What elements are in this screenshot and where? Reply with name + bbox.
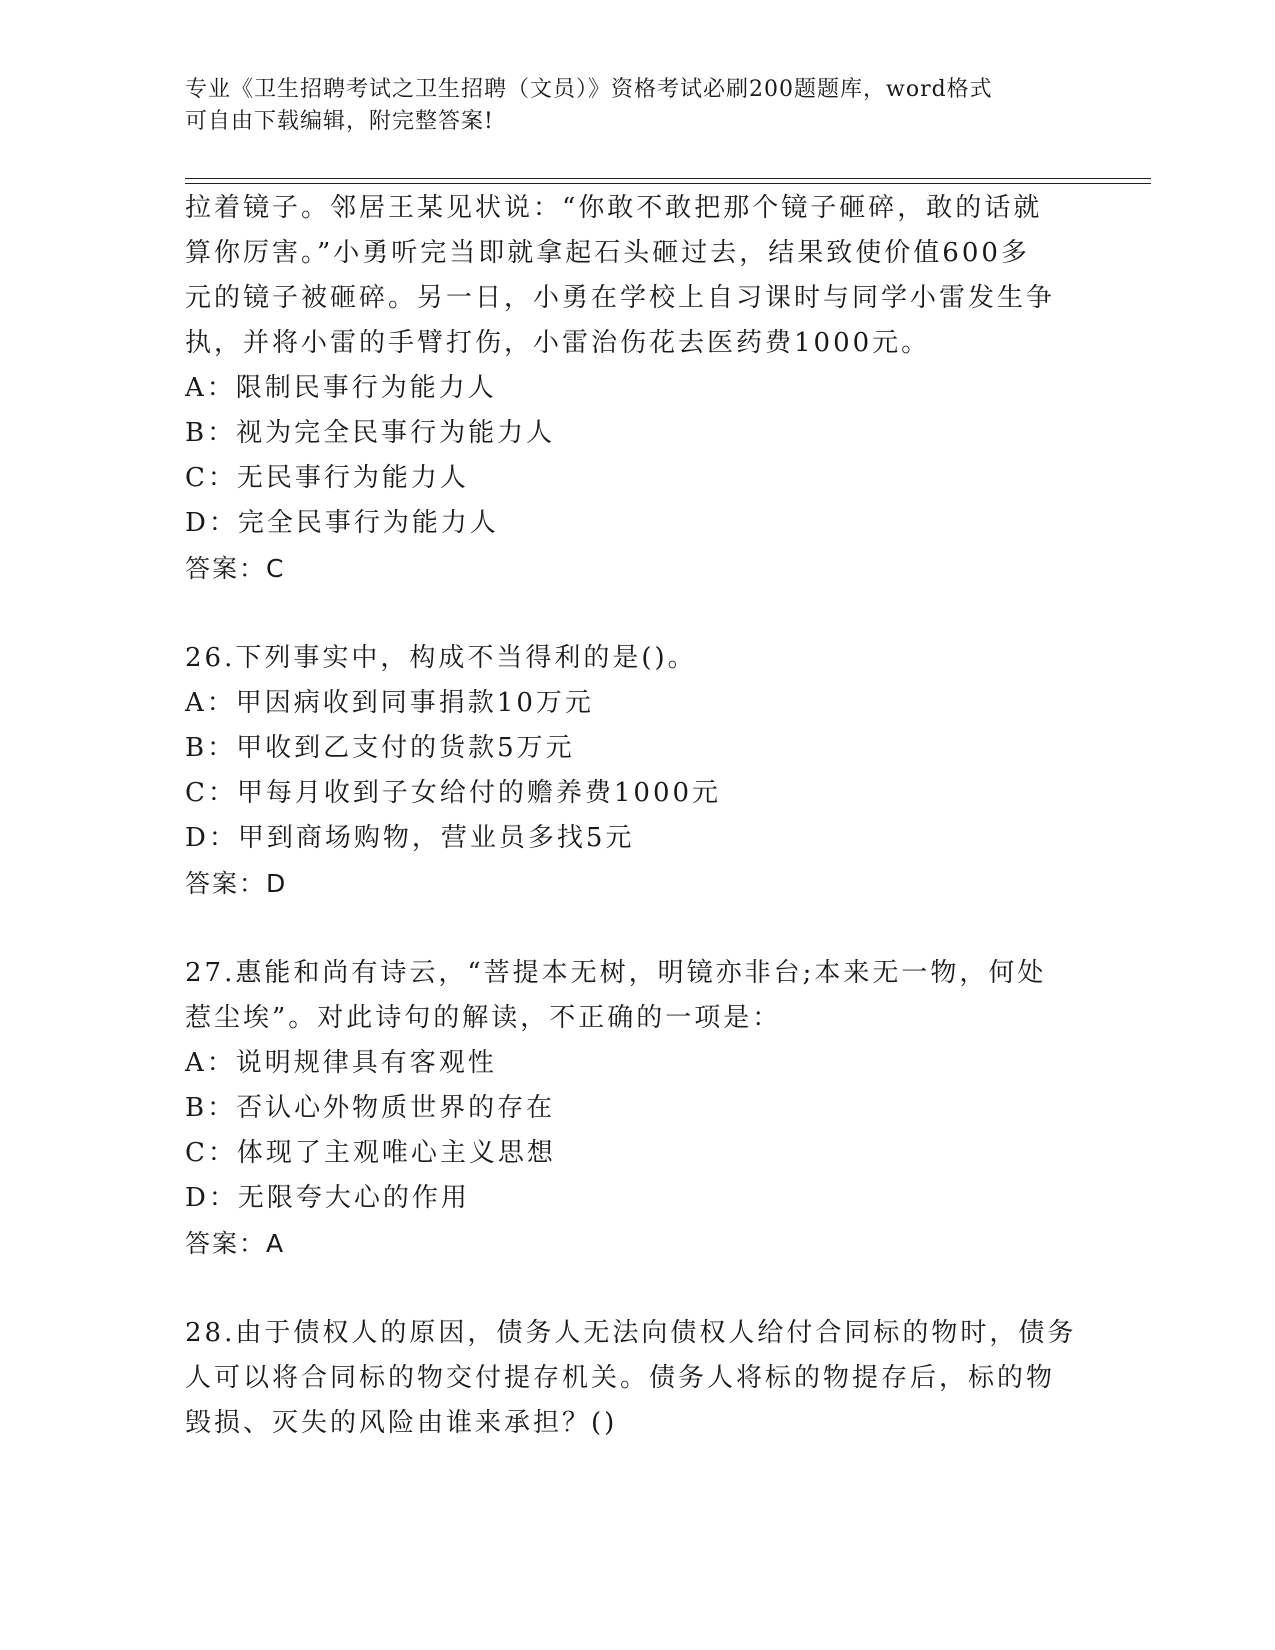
option-b: B：否认心外物质世界的存在 (185, 1093, 556, 1123)
header-title-line-1: 专业《卫生招聘考试之卫生招聘（文员）》资格考试必刷200题题库，word格式 (185, 77, 993, 102)
question-stem-line: 毁损、灭失的风险由谁来承担？() (185, 1408, 618, 1438)
option-a: A：限制民事行为能力人 (185, 373, 497, 403)
question-stem-line: 28.由于债权人的原因，债务人无法向债权人给付合同标的物时，债务 (185, 1318, 1077, 1348)
question-spacer (185, 591, 1085, 636)
option-b: B：甲收到乙支付的货款5万元 (185, 733, 575, 763)
option-c: C：无民事行为能力人 (185, 463, 469, 493)
option-d: D：无限夸大心的作用 (185, 1183, 470, 1213)
question-stem-line: 执，并将小雷的手臂打伤，小雷治伤花去医药费1000元。 (185, 328, 931, 358)
option-d: D：完全民事行为能力人 (185, 508, 499, 538)
option-b: B：视为完全民事行为能力人 (185, 418, 556, 448)
document-header (185, 74, 1065, 138)
question-28 (185, 1311, 1085, 1446)
option-d: D：甲到商场购物，营业员多找5元 (185, 823, 635, 853)
question-stem-line: 人可以将合同标的物交付提存机关。债务人将标的物提存后，标的物 (185, 1363, 1056, 1393)
question-stem-line: 惹尘埃”。对此诗句的解读，不正确的一项是： (185, 1003, 782, 1033)
answer-line: 答案：C (185, 554, 286, 583)
header-divider-top (185, 178, 1151, 179)
header-title-line-2: 可自由下载编辑，附完整答案! (185, 109, 494, 134)
header-divider-bottom (185, 183, 1151, 184)
option-a: A：说明规律具有客观性 (185, 1048, 497, 1078)
answer-line: 答案：A (185, 1229, 286, 1258)
question-stem-line: 拉着镜子。邻居王某见状说：“你敢不敢把那个镜子砸碎，敢的话就 (185, 193, 1043, 223)
question-list (185, 186, 1085, 1446)
question-spacer (185, 906, 1085, 951)
question-stem-line: 元的镜子被砸碎。另一日，小勇在学校上自习课时与同学小雷发生争 (185, 283, 1056, 313)
question-26 (185, 636, 1085, 906)
option-c: C：体现了主观唯心主义思想 (185, 1138, 556, 1168)
question-stem-line: 26.下列事实中，构成不当得利的是()。 (185, 643, 697, 673)
question-stem-line: 算你厉害。”小勇听完当即就拿起石头砸过去，结果致使价值600多 (185, 238, 1030, 268)
option-a: A：甲因病收到同事捐款10万元 (185, 688, 594, 718)
question-spacer (185, 1266, 1085, 1311)
option-c: C：甲每月收到子女给付的赡养费1000元 (185, 778, 722, 808)
question-25 (185, 186, 1085, 591)
question-27 (185, 951, 1085, 1266)
question-stem-line: 27.惠能和尚有诗云，“菩提本无树，明镜亦非台;本来无一物，何处 (185, 958, 1047, 988)
answer-line: 答案：D (185, 869, 288, 898)
